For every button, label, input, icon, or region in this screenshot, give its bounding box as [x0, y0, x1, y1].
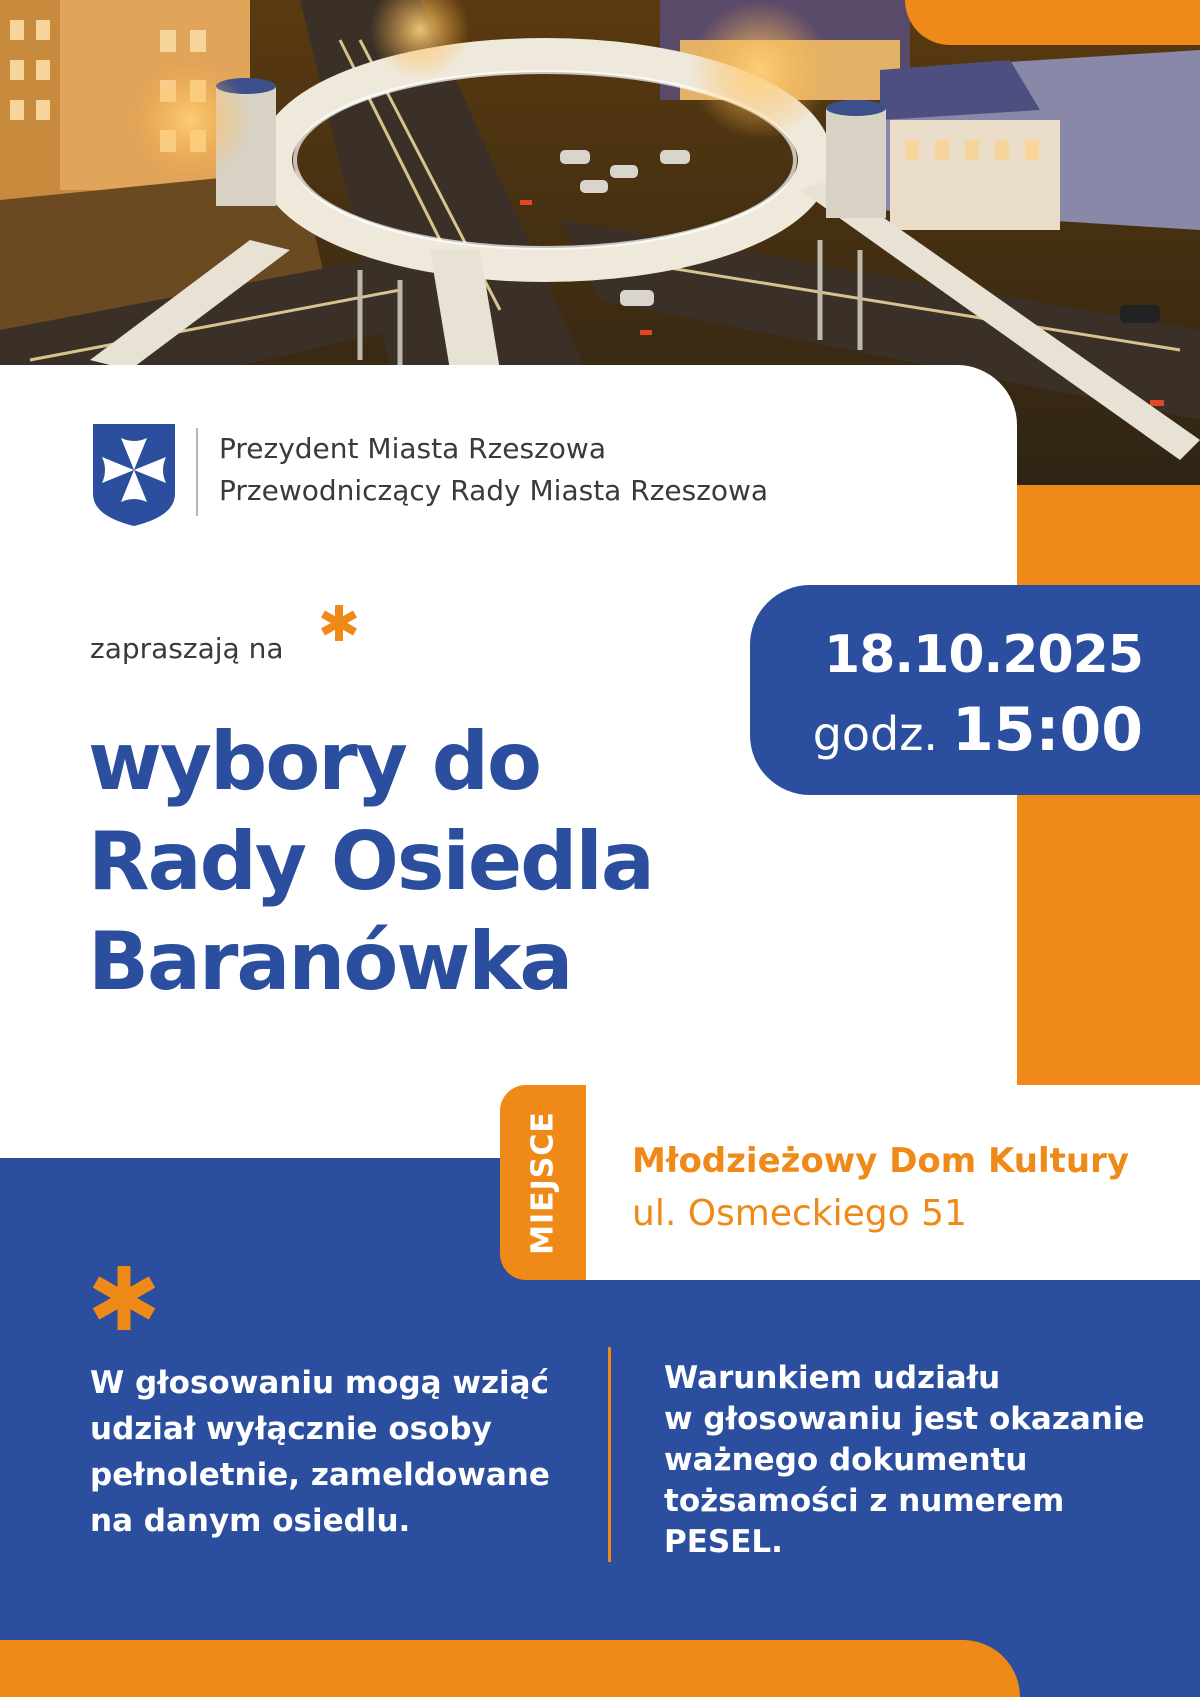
requirement-line: ważnego dokumentu	[664, 1442, 1028, 1478]
venue-box	[586, 1085, 1200, 1280]
venue-name: Młodzieżowy Dom Kultury	[632, 1141, 1130, 1181]
title-line-1: wybory do	[88, 715, 540, 808]
header-divider	[196, 428, 198, 516]
eligibility-line: udział wyłącznie osoby	[90, 1411, 492, 1447]
organizer-line-2: Przewodniczący Rady Miasta Rzeszowa	[219, 474, 769, 507]
eligibility-note	[90, 1360, 590, 1544]
venue-tab	[500, 1085, 586, 1280]
orange-corner-tab	[905, 0, 1200, 45]
eligibility-line: na danym osiedlu.	[90, 1503, 411, 1539]
rzeszow-crest-icon	[93, 424, 175, 526]
eligibility-line: W głosowaniu mogą wziąć	[90, 1365, 549, 1401]
venue-address: ul. Osmeckiego 51	[632, 1193, 967, 1234]
title-line-2: Rady Osiedla	[88, 815, 653, 908]
event-date: 18.10.2025	[824, 625, 1143, 685]
time-label: godz.	[812, 707, 938, 761]
requirement-line: PESEL.	[664, 1524, 783, 1560]
document-requirement-note	[664, 1358, 1184, 1563]
event-time: 15:00	[952, 695, 1143, 765]
requirement-line: Warunkiem udziału	[664, 1360, 1001, 1396]
organizer-line-1: Prezydent Miasta Rzeszowa	[219, 432, 606, 465]
time-line	[813, 695, 1143, 765]
requirement-line: tożsamości z numerem	[664, 1483, 1065, 1519]
event-title	[88, 712, 653, 1012]
date-box	[750, 585, 1200, 795]
orange-footer-bar	[0, 1640, 1020, 1697]
asterisk-icon	[88, 1262, 160, 1334]
requirement-line: w głosowaniu jest okazanie	[664, 1401, 1145, 1437]
title-line-3: Baranówka	[88, 915, 572, 1008]
eligibility-line: pełnoletnie, zameldowane	[90, 1457, 550, 1493]
asterisk-icon	[318, 602, 360, 644]
info-divider	[608, 1347, 611, 1562]
venue-label: MIEJSCE	[525, 1111, 561, 1255]
organizers	[219, 428, 768, 512]
invite-text: zapraszają na	[90, 632, 284, 665]
